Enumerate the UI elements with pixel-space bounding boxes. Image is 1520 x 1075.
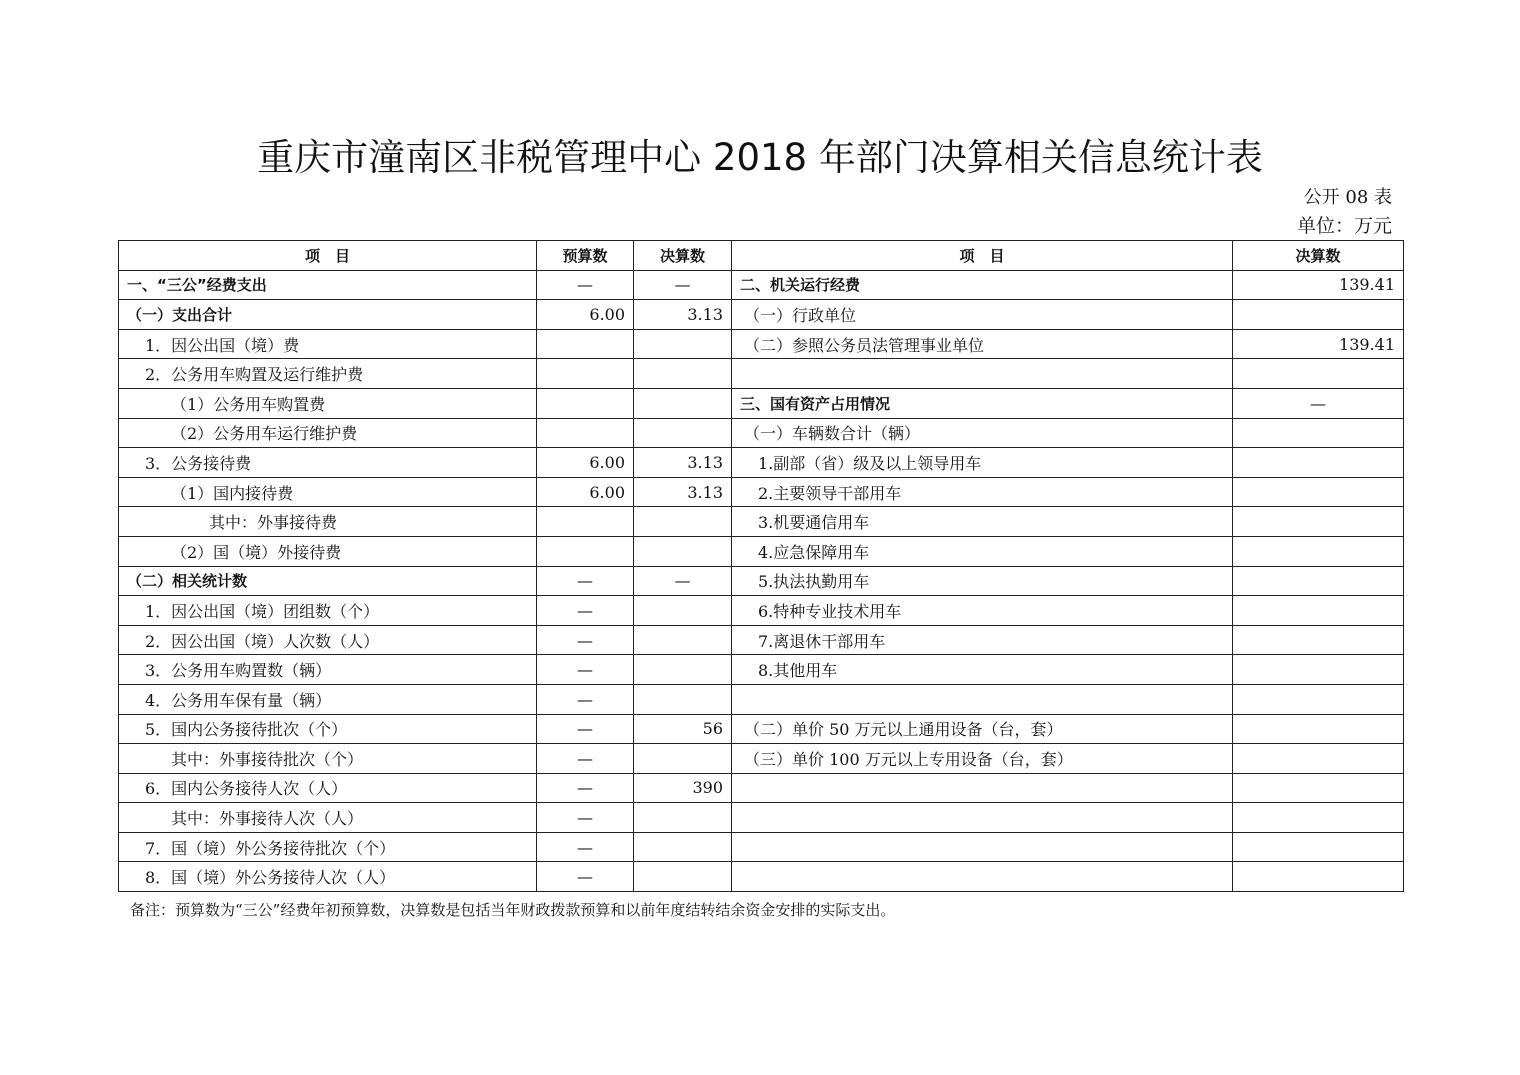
row-label: （2）公务用车运行维护费 (119, 418, 537, 448)
right-label: 二、机关运行经费 (732, 270, 1233, 300)
final-cell: — (634, 270, 732, 300)
budget-cell: — (537, 596, 634, 626)
final-cell (634, 418, 732, 448)
right-label (732, 862, 1233, 892)
final-cell (634, 536, 732, 566)
right-value (1233, 507, 1404, 537)
table-row (119, 359, 1404, 389)
table-row (119, 477, 1404, 507)
budget-cell (537, 329, 634, 359)
right-label: （二）参照公务员法管理事业单位 (732, 329, 1233, 359)
final-cell: 3.13 (634, 448, 732, 478)
right-label: 7.离退休干部用车 (732, 625, 1233, 655)
right-value (1233, 684, 1404, 714)
table-row (119, 566, 1404, 596)
final-cell (634, 388, 732, 418)
row-label: 3．公务用车购置数（辆） (119, 655, 537, 685)
table-row (119, 536, 1404, 566)
budget-cell: — (537, 566, 634, 596)
row-label: 2．因公出国（境）人次数（人） (119, 625, 537, 655)
final-cell: 3.13 (634, 477, 732, 507)
footnote: 备注：预算数为“三公”经费年初预算数，决算数是包括当年财政拨款预算和以前年度结转结余资金安排的实际支出。 (130, 901, 896, 919)
right-value (1233, 714, 1404, 744)
final-cell (634, 329, 732, 359)
table-row (119, 684, 1404, 714)
right-value (1233, 625, 1404, 655)
table-row (119, 270, 1404, 300)
row-label: 5．国内公务接待批次（个） (119, 714, 537, 744)
right-label (732, 684, 1233, 714)
table-header-row (119, 241, 1404, 271)
budget-cell: — (537, 655, 634, 685)
budget-cell: 6.00 (537, 477, 634, 507)
header-item-left: 项 目 (119, 241, 537, 271)
right-value (1233, 477, 1404, 507)
right-label (732, 832, 1233, 862)
right-label: （一）行政单位 (732, 300, 1233, 330)
page-title: 重庆市潼南区非税管理中心 2018 年部门决算相关信息统计表 (257, 136, 1263, 179)
right-label (732, 773, 1233, 803)
budget-cell (537, 388, 634, 418)
table-row (119, 448, 1404, 478)
row-label: （2）国（境）外接待费 (119, 536, 537, 566)
row-label: （1）国内接待费 (119, 477, 537, 507)
final-cell (634, 744, 732, 774)
final-cell: 56 (634, 714, 732, 744)
right-label: 1.副部（省）级及以上领导用车 (732, 448, 1233, 478)
final-cell (634, 507, 732, 537)
table-row (119, 832, 1404, 862)
row-label: 1．因公出国（境）费 (119, 329, 537, 359)
budget-cell: 6.00 (537, 300, 634, 330)
table-row (119, 329, 1404, 359)
right-value (1233, 832, 1404, 862)
budget-cell: — (537, 773, 634, 803)
right-value (1233, 418, 1404, 448)
table-code: 公开 08 表 (1303, 187, 1392, 208)
table-row (119, 714, 1404, 744)
row-label: （1）公务用车购置费 (119, 388, 537, 418)
right-label: 三、国有资产占用情况 (732, 388, 1233, 418)
table-row (119, 507, 1404, 537)
right-label: （一）车辆数合计（辆） (732, 418, 1233, 448)
final-cell (634, 832, 732, 862)
row-label: （一）支出合计 (119, 300, 537, 330)
table-row (119, 625, 1404, 655)
right-label: 3.机要通信用车 (732, 507, 1233, 537)
budget-cell: — (537, 625, 634, 655)
table-row (119, 862, 1404, 892)
row-label: 4．公务用车保有量（辆） (119, 684, 537, 714)
table-row (119, 388, 1404, 418)
row-label: （二）相关统计数 (119, 566, 537, 596)
right-label (732, 803, 1233, 833)
table-row (119, 773, 1404, 803)
header-budget: 预算数 (537, 241, 634, 271)
row-label: 3．公务接待费 (119, 448, 537, 478)
row-label: 其中：外事接待人次（人） (119, 803, 537, 833)
header-final-left: 决算数 (634, 241, 732, 271)
final-cell (634, 625, 732, 655)
table-row (119, 803, 1404, 833)
budget-cell: — (537, 803, 634, 833)
budget-cell: 6.00 (537, 448, 634, 478)
right-value (1233, 744, 1404, 774)
row-label: 2．公务用车购置及运行维护费 (119, 359, 537, 389)
budget-cell (537, 507, 634, 537)
right-value (1233, 803, 1404, 833)
table-row (119, 655, 1404, 685)
right-value (1233, 300, 1404, 330)
right-value (1233, 655, 1404, 685)
budget-cell (537, 536, 634, 566)
right-value: — (1233, 388, 1404, 418)
row-label: 7．国（境）外公务接待批次（个） (119, 832, 537, 862)
right-label: 4.应急保障用车 (732, 536, 1233, 566)
final-cell: 3.13 (634, 300, 732, 330)
right-value (1233, 448, 1404, 478)
final-cell (634, 862, 732, 892)
row-label: 8．国（境）外公务接待人次（人） (119, 862, 537, 892)
right-label: 8.其他用车 (732, 655, 1233, 685)
row-label: 一、“三公”经费支出 (119, 270, 537, 300)
final-cell (634, 596, 732, 626)
final-cell (634, 684, 732, 714)
right-value: 139.41 (1233, 270, 1404, 300)
final-cell: — (634, 566, 732, 596)
final-cell (634, 359, 732, 389)
right-value (1233, 536, 1404, 566)
final-cell: 390 (634, 773, 732, 803)
table-row (119, 596, 1404, 626)
final-cell (634, 655, 732, 685)
row-label: 其中：外事接待批次（个） (119, 744, 537, 774)
right-value (1233, 596, 1404, 626)
right-label: （三）单价 100 万元以上专用设备（台，套） (732, 744, 1233, 774)
budget-cell: — (537, 832, 634, 862)
right-label: 6.特种专业技术用车 (732, 596, 1233, 626)
right-value (1233, 359, 1404, 389)
right-value (1233, 773, 1404, 803)
row-label: 6．国内公务接待人次（人） (119, 773, 537, 803)
table-row (119, 300, 1404, 330)
header-item-right: 项 目 (732, 241, 1233, 271)
right-label: 2.主要领导干部用车 (732, 477, 1233, 507)
budget-cell (537, 418, 634, 448)
right-value (1233, 566, 1404, 596)
unit-label: 单位：万元 (1296, 215, 1392, 237)
header-final-right: 决算数 (1233, 241, 1404, 271)
statistics-table (118, 240, 1404, 892)
table-row (119, 418, 1404, 448)
budget-cell: — (537, 684, 634, 714)
right-value (1233, 862, 1404, 892)
budget-cell: — (537, 714, 634, 744)
right-value: 139.41 (1233, 329, 1404, 359)
right-label: （二）单价 50 万元以上通用设备（台，套） (732, 714, 1233, 744)
budget-cell: — (537, 862, 634, 892)
budget-cell: — (537, 270, 634, 300)
right-label (732, 359, 1233, 389)
row-label: 1．因公出国（境）团组数（个） (119, 596, 537, 626)
row-label: 其中：外事接待费 (119, 507, 537, 537)
final-cell (634, 803, 732, 833)
budget-cell: — (537, 744, 634, 774)
right-label: 5.执法执勤用车 (732, 566, 1233, 596)
budget-cell (537, 359, 634, 389)
table-row (119, 744, 1404, 774)
